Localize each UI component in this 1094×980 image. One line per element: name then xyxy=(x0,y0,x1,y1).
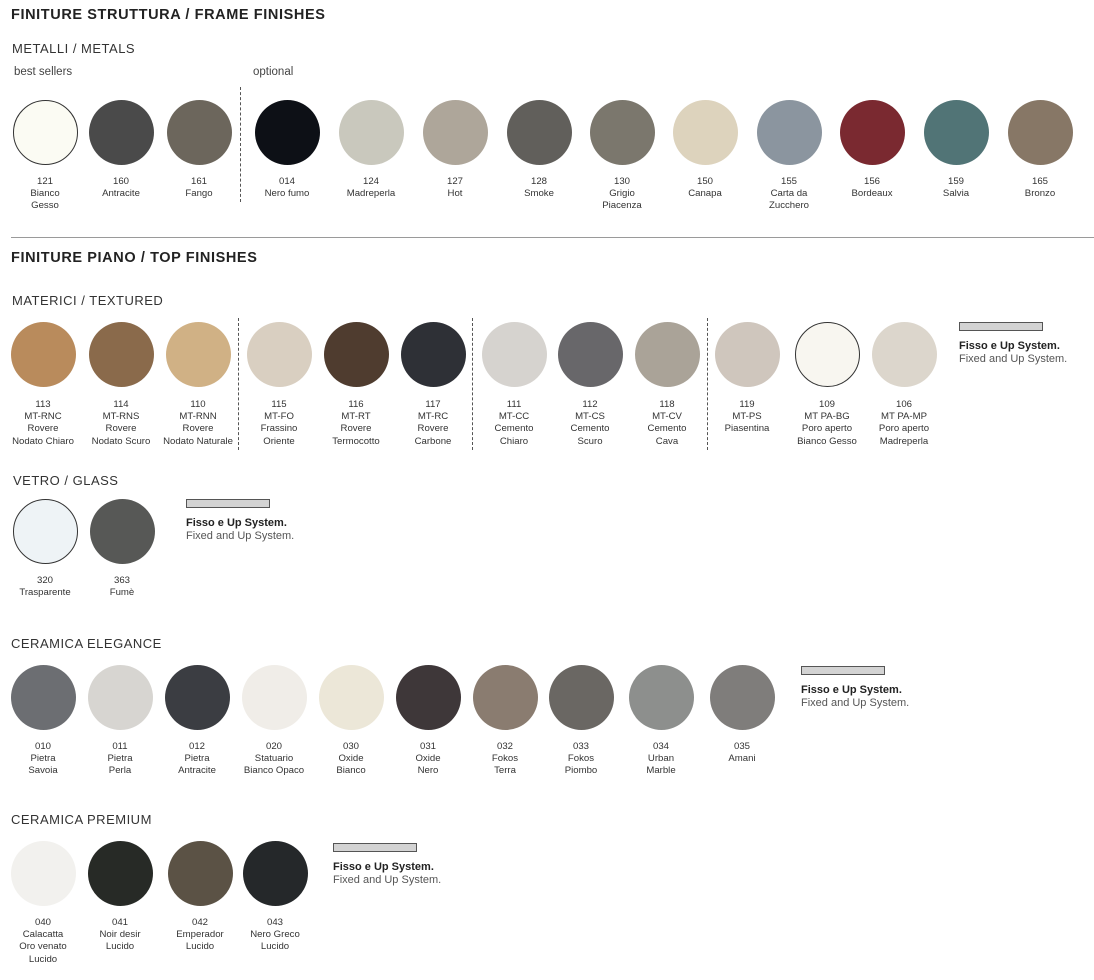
finish-label-106 xyxy=(859,399,949,448)
system-note-light: Fixed and Up System. xyxy=(801,697,910,709)
finish-name-line: Emperador xyxy=(176,929,224,941)
finish-name-line: Rovere xyxy=(27,423,59,435)
finish-swatch-117 xyxy=(401,322,466,387)
finish-name-line: Bianco Gesso xyxy=(797,435,857,447)
finish-name-line: Poro aperto xyxy=(878,423,930,435)
finish-code: 109 xyxy=(818,399,835,410)
finish-name-line: MT-RC xyxy=(417,411,449,423)
finish-name-line: Pietra xyxy=(107,753,133,765)
finish-name-line: MT-FO xyxy=(264,411,294,423)
finish-code: 106 xyxy=(895,399,912,410)
finish-code: 155 xyxy=(780,176,797,187)
finish-code: 165 xyxy=(1031,176,1048,187)
finish-name-line: Oriente xyxy=(263,435,295,447)
finish-label-155 xyxy=(744,176,834,213)
elegance-title: CERAMICA ELEGANCE xyxy=(11,636,162,651)
finish-swatch-161 xyxy=(167,100,232,165)
finish-code: 031 xyxy=(419,741,436,752)
finish-name-line: Perla xyxy=(108,765,132,777)
finish-name-line: Canapa xyxy=(688,188,722,200)
finish-swatch-363 xyxy=(90,499,155,564)
finish-code: 128 xyxy=(530,176,547,187)
finish-name-line: Smoke xyxy=(524,188,554,200)
finish-name-line: Calacatta xyxy=(22,929,64,941)
finish-swatch-320 xyxy=(13,499,78,564)
finish-name-line: Antracite xyxy=(102,188,140,200)
finish-name-line: Madreperla xyxy=(346,188,396,200)
finish-label-128 xyxy=(494,176,584,200)
finish-swatch-030 xyxy=(319,665,384,730)
top-finishes-title: FINITURE PIANO / TOP FINISHES xyxy=(11,250,258,266)
finish-swatch-121 xyxy=(13,100,78,165)
finish-swatch-118 xyxy=(635,322,700,387)
system-note-bold: Fisso e Up System. xyxy=(959,340,1060,352)
finish-name-line: Trasparente xyxy=(19,587,71,599)
finish-name-line: Bianco xyxy=(336,765,366,777)
finish-name-line: Oro venato xyxy=(19,941,67,953)
finish-name-line: MT-CV xyxy=(652,411,682,423)
finish-code: 042 xyxy=(191,917,208,928)
finish-swatch-128 xyxy=(507,100,572,165)
finish-code: 034 xyxy=(652,741,669,752)
finish-code: 121 xyxy=(36,176,53,187)
finish-swatch-020 xyxy=(242,665,307,730)
finish-code: 363 xyxy=(113,575,130,586)
finish-name-line: Nero Greco xyxy=(250,929,300,941)
finish-code: 010 xyxy=(34,741,51,752)
finish-label-118 xyxy=(622,399,712,448)
finish-swatch-150 xyxy=(673,100,738,165)
finish-name-line: Madreperla xyxy=(879,435,929,447)
finish-code: 032 xyxy=(496,741,513,752)
finish-swatch-010 xyxy=(11,665,76,730)
finish-name-line: Bordeaux xyxy=(851,188,893,200)
finish-name-line: Frassino xyxy=(260,423,298,435)
finish-label-165 xyxy=(995,176,1085,200)
finish-swatch-119 xyxy=(715,322,780,387)
finish-name-line: Chiaro xyxy=(499,435,529,447)
finish-code: 124 xyxy=(362,176,379,187)
finish-code: 043 xyxy=(266,917,283,928)
finish-name-line: Oxide xyxy=(338,753,364,765)
finish-swatch-110 xyxy=(166,322,231,387)
finish-name-line: Lucido xyxy=(260,941,290,953)
finish-name-line: Cemento xyxy=(494,423,534,435)
finish-code: 033 xyxy=(572,741,589,752)
finish-label-113 xyxy=(0,399,88,448)
finish-code: 150 xyxy=(696,176,713,187)
finish-name-line: Cava xyxy=(655,435,679,447)
finish-name-line: Grigio xyxy=(609,188,635,200)
finish-name-line: Piombo xyxy=(564,765,598,777)
metals-title: METALLI / METALS xyxy=(12,41,136,56)
finish-label-117 xyxy=(388,399,478,448)
finish-code: 130 xyxy=(613,176,630,187)
finish-label-014 xyxy=(242,176,332,200)
finish-label-161 xyxy=(154,176,244,200)
finish-name-line: Nodato Naturale xyxy=(163,435,233,447)
finish-swatch-034 xyxy=(629,665,694,730)
finish-label-127 xyxy=(410,176,500,200)
finish-swatch-115 xyxy=(247,322,312,387)
finish-name-line: Oxide xyxy=(415,753,441,765)
finish-swatch-012 xyxy=(165,665,230,730)
finish-label-034 xyxy=(616,741,706,778)
finish-code: 161 xyxy=(190,176,207,187)
finish-name-line: Piacenza xyxy=(602,200,642,212)
section-divider xyxy=(11,237,1094,238)
finish-name-line: Nodato Scuro xyxy=(91,435,151,447)
finish-name-line: Cemento xyxy=(570,423,610,435)
finish-name-line: Antracite xyxy=(178,765,216,777)
finish-code: 040 xyxy=(34,917,51,928)
finish-swatch-116 xyxy=(324,322,389,387)
finish-name-line: Poro aperto xyxy=(801,423,853,435)
finish-label-363 xyxy=(77,575,167,599)
finish-label-110 xyxy=(153,399,243,448)
finish-swatch-159 xyxy=(924,100,989,165)
finish-name-line: Pietra xyxy=(30,753,56,765)
finish-name-line: MT-RT xyxy=(341,411,371,423)
finish-name-line: Lucido xyxy=(105,941,135,953)
finish-name-line: Scuro xyxy=(577,435,603,447)
finish-name-line: Rovere xyxy=(340,423,372,435)
finish-code: 035 xyxy=(733,741,750,752)
finish-name-line: Cemento xyxy=(647,423,687,435)
finish-code: 011 xyxy=(112,741,128,752)
optional-label: optional xyxy=(253,66,294,78)
system-note-light: Fixed and Up System. xyxy=(186,530,295,542)
finish-name-line: Fango xyxy=(185,188,213,200)
finish-swatch-160 xyxy=(89,100,154,165)
system-bar-icon xyxy=(333,843,417,852)
finish-name-line: Termocotto xyxy=(332,435,380,447)
finish-name-line: Nero xyxy=(417,765,439,777)
system-note-light: Fixed and Up System. xyxy=(959,353,1068,365)
finish-name-line: Rovere xyxy=(105,423,137,435)
finish-code: 113 xyxy=(35,399,51,410)
finish-swatch-111 xyxy=(482,322,547,387)
finish-code: 320 xyxy=(36,575,53,586)
finish-name-line: MT-RNN xyxy=(179,411,217,423)
premium-system-note xyxy=(333,843,533,887)
finish-name-line: Fokos xyxy=(491,753,519,765)
system-bar-icon xyxy=(959,322,1043,331)
finish-code: 119 xyxy=(739,399,755,410)
finish-label-033 xyxy=(536,741,626,778)
system-bar-icon xyxy=(186,499,270,508)
frame-finishes-title: FINITURE STRUTTURA / FRAME FINISHES xyxy=(11,7,326,23)
finish-name-line: Noir desir xyxy=(99,929,141,941)
finish-name-line: Zucchero xyxy=(769,200,809,212)
finish-label-119 xyxy=(702,399,792,436)
finish-code: 112 xyxy=(582,399,598,410)
finish-name-line: Rovere xyxy=(417,423,449,435)
finish-name-line: Bronzo xyxy=(1024,188,1056,200)
finish-code: 041 xyxy=(111,917,128,928)
finish-swatch-014 xyxy=(255,100,320,165)
glass-system-note xyxy=(186,499,386,543)
finish-swatch-156 xyxy=(840,100,905,165)
finish-label-130 xyxy=(577,176,667,213)
finish-code: 111 xyxy=(506,399,522,410)
finish-swatch-106 xyxy=(872,322,937,387)
finish-swatch-130 xyxy=(590,100,655,165)
best-sellers-label: best sellers xyxy=(14,66,73,78)
finish-name-line: Gesso xyxy=(31,200,59,212)
glass-title: VETRO / GLASS xyxy=(13,473,119,488)
finish-swatch-031 xyxy=(396,665,461,730)
finish-swatch-114 xyxy=(89,322,154,387)
system-note-light: Fixed and Up System. xyxy=(333,874,442,886)
elegance-system-note xyxy=(801,666,1001,710)
finish-swatch-112 xyxy=(558,322,623,387)
finish-code: 156 xyxy=(863,176,880,187)
finish-name-line: Carta da xyxy=(770,188,808,200)
finish-code: 020 xyxy=(265,741,282,752)
finish-name-line: MT-RNC xyxy=(24,411,62,423)
finish-name-line: MT PA-MP xyxy=(880,411,927,423)
finish-name-line: Statuario xyxy=(254,753,294,765)
finish-code: 014 xyxy=(278,176,295,187)
finish-name-line: Bianco Opaco xyxy=(243,765,305,777)
finish-name-line: Lucido xyxy=(28,953,58,965)
finish-name-line: Hot xyxy=(447,188,463,200)
finish-name-line: MT-CS xyxy=(575,411,605,423)
finish-code: 160 xyxy=(112,176,129,187)
finish-code: 118 xyxy=(659,399,675,410)
textured-title: MATERICI / TEXTURED xyxy=(12,293,164,308)
finish-name-line: Urban xyxy=(647,753,675,765)
finish-swatch-040 xyxy=(11,841,76,906)
system-note-bold: Fisso e Up System. xyxy=(333,861,434,873)
finish-name-line: Rovere xyxy=(182,423,214,435)
finish-label-035 xyxy=(697,741,787,765)
finish-swatch-165 xyxy=(1008,100,1073,165)
finish-name-line: MT-RNS xyxy=(102,411,140,423)
textured-system-note xyxy=(959,322,1094,366)
finish-label-160 xyxy=(76,176,166,200)
finish-label-043 xyxy=(230,917,320,954)
finish-swatch-035 xyxy=(710,665,775,730)
finish-name-line: Fumè xyxy=(109,587,135,599)
finish-name-line: Lucido xyxy=(185,941,215,953)
finish-name-line: Nodato Chiaro xyxy=(12,435,74,447)
finish-swatch-033 xyxy=(549,665,614,730)
finish-name-line: Carbone xyxy=(414,435,452,447)
finish-name-line: Terra xyxy=(494,765,516,777)
system-bar-icon xyxy=(801,666,885,675)
finish-name-line: Bianco xyxy=(30,188,60,200)
finish-name-line: MT-PS xyxy=(732,411,762,423)
finish-name-line: Pietra xyxy=(184,753,210,765)
finish-code: 115 xyxy=(271,399,287,410)
finish-name-line: MT PA-BG xyxy=(804,411,850,423)
finish-swatch-041 xyxy=(88,841,153,906)
finish-code: 116 xyxy=(348,399,364,410)
finish-name-line: Amani xyxy=(728,753,756,765)
finish-swatch-011 xyxy=(88,665,153,730)
finish-code: 159 xyxy=(947,176,964,187)
system-note-bold: Fisso e Up System. xyxy=(186,517,287,529)
finish-name-line: Salvia xyxy=(942,188,970,200)
finish-swatch-155 xyxy=(757,100,822,165)
finish-name-line: MT-CC xyxy=(498,411,530,423)
finish-label-124 xyxy=(326,176,416,200)
finish-name-line: Nero fumo xyxy=(264,188,310,200)
finish-swatch-127 xyxy=(423,100,488,165)
finish-code: 127 xyxy=(446,176,463,187)
finish-swatch-043 xyxy=(243,841,308,906)
finish-code: 114 xyxy=(113,399,129,410)
finish-code: 117 xyxy=(425,399,441,410)
finish-swatch-042 xyxy=(168,841,233,906)
finish-name-line: Fokos xyxy=(567,753,595,765)
finish-code: 110 xyxy=(190,399,206,410)
system-note-bold: Fisso e Up System. xyxy=(801,684,902,696)
finish-swatch-109 xyxy=(795,322,860,387)
finish-code: 030 xyxy=(342,741,359,752)
finish-label-156 xyxy=(827,176,917,200)
finish-label-041 xyxy=(75,917,165,954)
finish-swatch-124 xyxy=(339,100,404,165)
finish-name-line: Savoia xyxy=(28,765,58,777)
finish-name-line: Piasentina xyxy=(724,423,770,435)
premium-title: CERAMICA PREMIUM xyxy=(11,812,152,827)
finish-name-line: Marble xyxy=(646,765,676,777)
finish-swatch-032 xyxy=(473,665,538,730)
finish-swatch-113 xyxy=(11,322,76,387)
finish-label-150 xyxy=(660,176,750,200)
finish-label-159 xyxy=(911,176,1001,200)
finish-code: 012 xyxy=(188,741,205,752)
